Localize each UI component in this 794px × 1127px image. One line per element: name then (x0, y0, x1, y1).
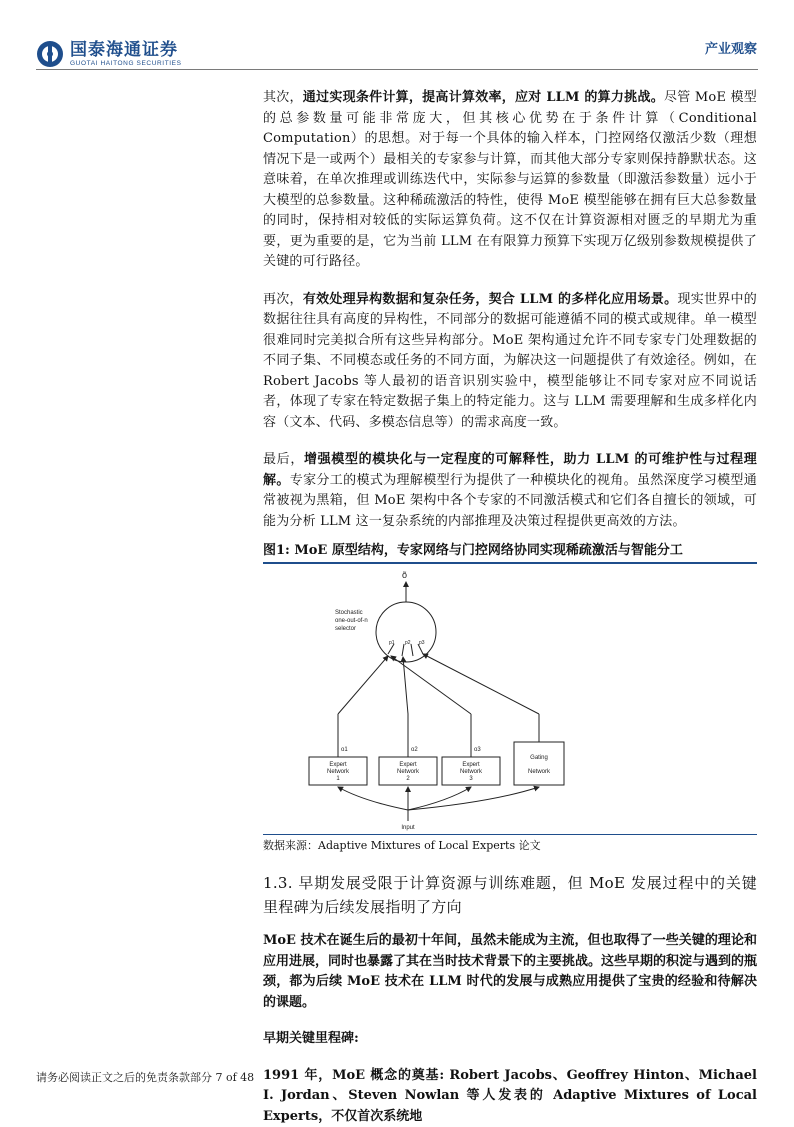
expert-2-label-line-1: Expert (399, 762, 417, 768)
logo-mark-icon (36, 40, 64, 68)
gating-network-box (514, 742, 564, 785)
paragraph-conditional-computation (263, 88, 757, 273)
company-logo (36, 40, 182, 68)
expert-3-label-line-2: Network (460, 769, 483, 775)
section-heading: 1.3. 早期发展受限于计算资源与训练难题，但 MoE 发展过程中的关键里程碑为后续发展指明了方向 (263, 871, 757, 919)
para-bold-lead: 增强模型的模块化与一定程度的可解释性，助力 LLM 的可维护性与过程理解。 (263, 452, 757, 488)
expert-2-number: 2 (406, 776, 410, 782)
expert-1-number: 1 (336, 776, 340, 782)
page-footer: 请务必阅读正文之后的免责条款部分 7 of 48 (36, 1069, 254, 1085)
para-text: 现实世界中的数据往往具有高度的异构性，不同部分的数据可能遵循不同的模式或规律。单一模型很难同时完美拟合所有这些异构部分。MoE 架构通过允许不同专家专门处理数据的不同子集、不同模态或任务的不同方面，为解决这一问题提供了有效途径。例如，在 Robert Jacobs 等人最初的语音识别实验中，模型能够让不同专家对应不同说话者，体现了专家在特定数据子集上的特定能力。这与 LLM 需要理解和生成多样化内容（文本、代码、多模态信息等）的需求高度一致。 (263, 292, 757, 430)
o-label-3: o3 (474, 747, 481, 753)
para-lead: 其次， (263, 90, 303, 105)
paragraph-early-development: MoE 技术在诞生后的最初十年间，虽然未能成为主流，但也取得了一些关键的理论和应用进展，同时也暴露了其在当时技术背景下的主要挑战。这些早期的积淀与遇到的瓶颈，都为后续 MoE 技术在 LLM 时代的发展与成熟应用提供了宝贵的经验和待解决的课题。 (263, 931, 757, 1013)
header-divider (36, 69, 758, 70)
para-text: 专家分工的模式为理解模型行为提供了一种模块化的视角。虽然深度学习模型通常被视为黑箱，但 MoE 架构中各个专家的不同激活模式和它们各自擅长的领域，可能为分析 LLM 这一复杂系统的内部推理及决策过程提供更高效的方法。 (263, 473, 757, 529)
o-label-2: o2 (411, 747, 418, 753)
report-section-label: 产业观察 (705, 38, 757, 57)
paragraph-heterogeneous-data (263, 290, 757, 434)
figure-title: 图1: MoE 原型结构，专家网络与门控网络协同实现稀疏激活与智能分工 (263, 542, 757, 564)
selector-circle (376, 602, 436, 662)
input-label: Input (401, 825, 415, 831)
gating-label-line-1: Gating (530, 755, 548, 761)
para-lead: 最后， (263, 452, 304, 467)
logo-english-name: GUOTAI HAITONG SECURITIES (70, 59, 182, 68)
expert-1-label-line-2: Network (327, 769, 350, 775)
o-label-1: o1 (341, 747, 348, 753)
p-label-3: p3 (419, 640, 425, 646)
expert-1-label-line-1: Expert (329, 762, 347, 768)
expert-2-label-line-2: Network (397, 769, 420, 775)
figure-source: 数据来源：Adaptive Mixtures of Local Experts 论文 (263, 834, 757, 853)
output-label: õ (402, 570, 407, 580)
page-header (0, 0, 794, 80)
logo-chinese-name: 国泰海通证券 (70, 41, 182, 59)
main-content (263, 88, 757, 1127)
p-label-2: p2 (405, 640, 411, 646)
para-bold-lead: 通过实现条件计算，提高计算效率，应对 LLM 的算力挑战。 (303, 90, 664, 105)
selector-label-line-3: selector (335, 626, 356, 632)
para-text: 尽管 MoE 模型的总参数量可能非常庞大，但其核心优势在于条件计算（Conditional Computation）的思想。对于每一个具体的输入样本，门控网络仅激活少数（理想情况下是一或两个）最相关的专家参与计算，而其他大部分专家则保持静默状态。这意味着，在单次推理或训练迭代中，实际参与运算的参数量（即激活参数量）远小于大模型的总参数量。这种稀疏激活的特性，使得 MoE 模型能够在拥有巨大总参数量的同时，保持相对较低的实际运算负荷。这不仅在计算资源相对匮乏的早期尤为重要，更为重要的是，它为当前 LLM 在有限算力预算下实现万亿级别参数规模提供了关键的可行路径。 (263, 90, 757, 269)
selector-label-line-1: Stochastic (335, 610, 363, 616)
p-label-1: p1 (389, 640, 395, 646)
milestones-heading: 早期关键里程碑: (263, 1029, 757, 1050)
paragraph-modularity (263, 450, 757, 532)
paragraph-1991-milestone: 1991 年，MoE 概念的奠基: Robert Jacobs、Geoffrey Hinton、Michael I. Jordan、Steven Nowlan 等人发表的 Adaptive Mixtures of Local Experts，不仅首次系统地 (263, 1066, 757, 1127)
selector-label-line-2: one-out-of-n (335, 618, 368, 624)
moe-architecture-diagram (263, 564, 757, 834)
expert-3-number: 3 (469, 776, 473, 782)
para-lead: 再次， (263, 292, 303, 307)
gating-label-line-2: Network (528, 769, 551, 775)
para-bold-lead: 有效处理异构数据和复杂任务，契合 LLM 的多样化应用场景。 (303, 292, 678, 307)
expert-3-label-line-1: Expert (462, 762, 480, 768)
